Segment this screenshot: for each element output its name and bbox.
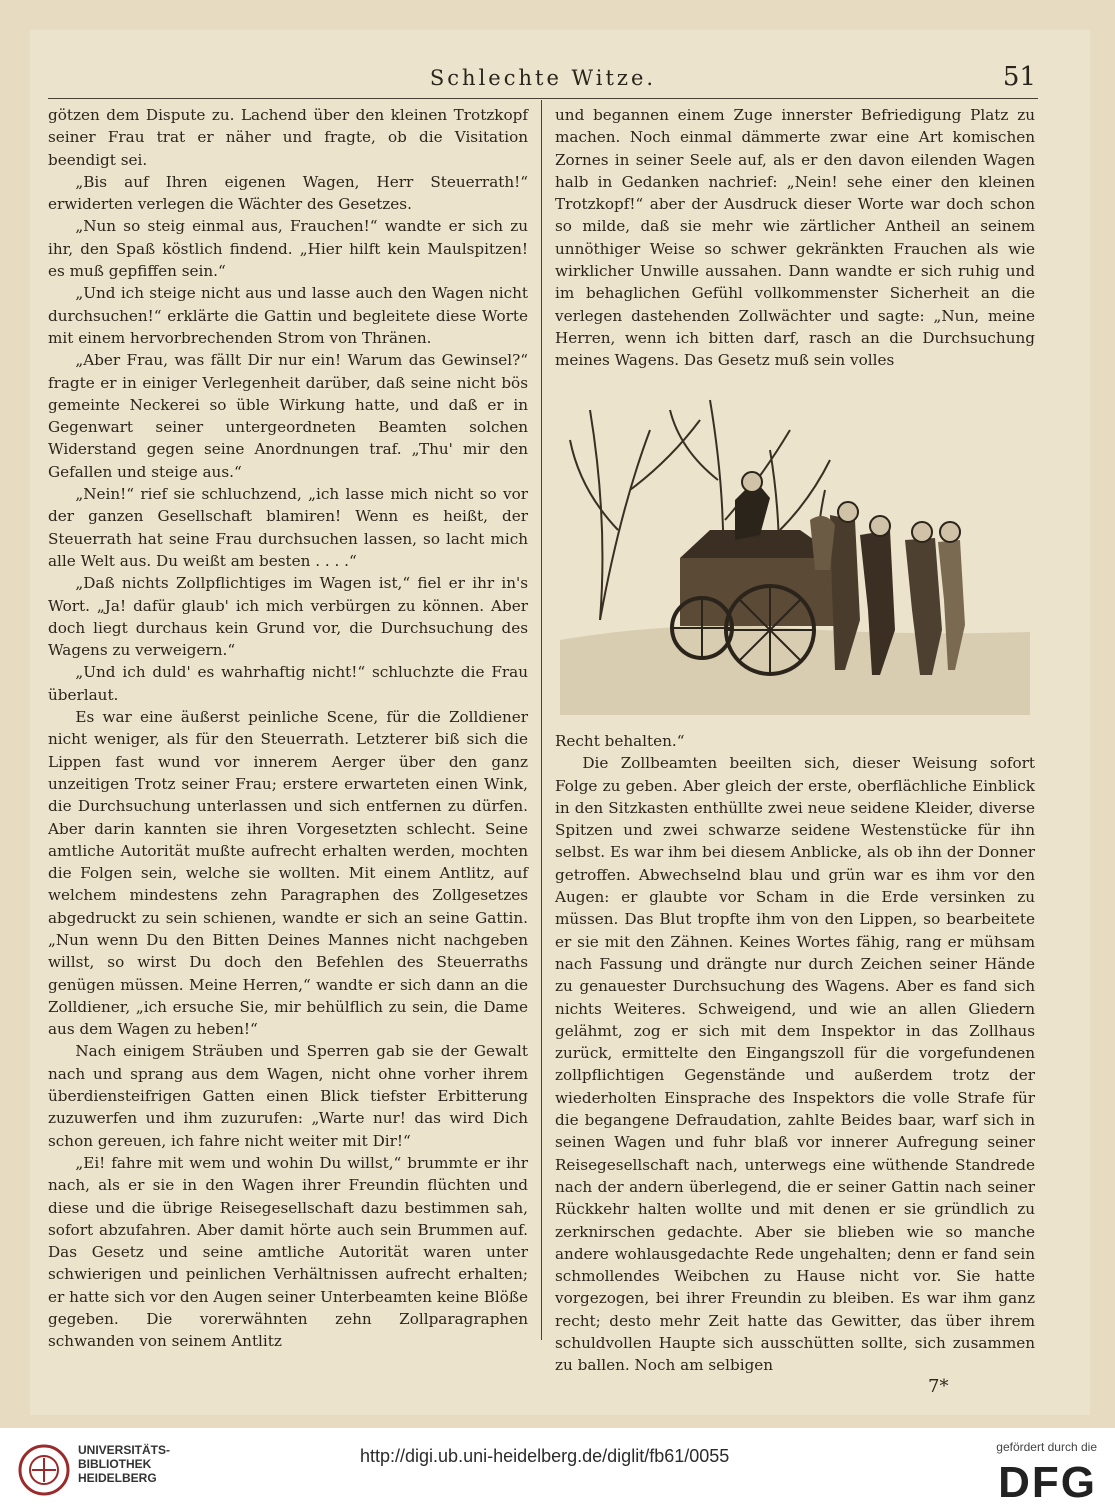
paragraph: „Daß nichts Zollpflichtiges im Wagen ist,“ fiel er ihr in's Wort. „Ja! dafür glaub' ich mich verbürgen zu können. Aber doch liegt durchaus kein Grund vor, die Durchsuchung des Wagens zu verweigern.“ (48, 574, 528, 660)
right-column-bottom (555, 730, 1035, 1377)
footer-bar (0, 1428, 1115, 1509)
paragraph: und begannen einem Zuge innerster Befriedigung Platz zu machen. Noch einmal dämmerte zwar eine Art komischen Zornes in seiner Seele auf, als er den davon eilenden Wagen halb in Gedanken nachrief: „Nein! sehe einer den kleinen Trotzkopf!“ aber der Ausdruck dieser Worte war doch schon so milde, daß sie mehr wie zärtlicher Antheil an seinem unnöthiger Weise so schwer gekränkten Frauchen als wie wirklicher Unwille aussahen. Dann wandte er sich ruhig und im behaglichen Gefühl vollkommenster Sicherheit an die verlegen dastehenden Zollwächter und sagte: „Nun, meine Herren, wenn ich bitten darf, rasch an die Durchsuchung meines Wagens. Das Gesetz muß sein volles (555, 106, 1035, 370)
paragraph: „Nun so steig einmal aus, Frauchen!“ wandte er sich zu ihr, den Spaß köstlich findend. „Hier hilft kein Maulspitzen! es muß gepfiffen sein.“ (48, 217, 528, 281)
running-title: Schlechte Witze. (429, 66, 657, 90)
paragraph: Recht behalten.“ (555, 732, 685, 750)
paragraph: „Und ich duld' es wahrhaftig nicht!“ schluchzte die Frau überlaut. (48, 663, 528, 704)
paragraph: götzen dem Dispute zu. Lachend über den kleinen Trotzkopf seiner Frau trat er näher und fragte, ob die Visitation beendigt sei. (48, 106, 528, 169)
paragraph: „Ei! fahre mit wem und wohin Du willst,“ brummte er ihr nach, als er sie in den Wagen ihrer Freundin flüchten und diese und die übrige Reisegesellschaft dazu bestimmen sah, sofort abzufahren. Aber damit hörte auch sein Brummen auf. Das Gesetz und seine amtliche Autorität waren unter schwierigen und peinlichen Verhältnissen aufrecht erhalten; er hatte sich vor den Augen seiner Unterbeamten keine Blöße gegeben. Die vorerwähnten zehn Zollparagraphen schwanden von seinem Antlitz (48, 1153, 528, 1351)
paragraph: „Aber Frau, was fällt Dir nur ein! Warum das Gewinsel?“ fragte er in einiger Verlegenheit darüber, daß seine nicht bös gemeinte Neckerei so üble Wirkung hatte, und daß er in Gegenwart seiner untergeordneten Beamten solchen Widerstand gegen seine Anordnungen traf. „Thu' mir den Gefallen und steige aus.“ (48, 351, 528, 481)
institution-name: UNIVERSITÄTS- BIBLIOTHEK HEIDELBERG (78, 1443, 171, 1485)
carriage-illustration (560, 370, 1030, 715)
paragraph: „Und ich steige nicht aus und lasse auch den Wagen nicht durchsuchen!“ erklärte die Gattin und begleitete diese Worte mit einem hervorbrechenden Strom von Thränen. (48, 284, 528, 347)
paragraph: „Bis auf Ihren eigenen Wagen, Herr Steuerrath!“ erwiderten verlegen die Wächter des Gesetzes. (48, 172, 528, 214)
column-divider (541, 100, 542, 1340)
paragraph: Es war eine äußerst peinliche Scene, für die Zolldiener nicht weniger, als für den Steuerrath. Letzterer biß sich die Lippen fast wund vor innerem Aerger über den ganz unzeitigen Trotz seiner Frau; erstere erwarteten einen Wink, die Durchsuchung unterlassen und sich entfernen zu dürfen. Aber darin kannten sie ihren Vorgesetzten schlecht. Seine amtliche Autorität mußte aufrecht erhalten werden, mochten die Folgen sein, welche sie wollten. Mit einem Antlitz, auf welchem mindestens zehn Paragraphen des Zollgesetzes abgedruckt zu sein schienen, wandte er sich an seine Gattin. „Nun wenn Du den Bitten Deines Mannes nicht nachgeben willst, so wirst Du doch den Befehlen des Steuerraths genügen müssen. Meine Herren,“ wandte er sich dann an die Zolldiener, „ich ersuche Sie, mir behülflich zu sein, die Dame aus dem Wagen zu heben!“ (48, 708, 528, 1039)
page-header (48, 64, 1038, 99)
dfg-logo: DFG (998, 1458, 1097, 1507)
funded-by-label: gefördert durch die (996, 1440, 1097, 1454)
left-column (48, 104, 528, 1353)
right-column-top (555, 104, 1035, 372)
university-seal-icon (18, 1444, 70, 1496)
source-url-link[interactable]: http://digi.ub.uni-heidelberg.de/diglit/fb61/0055 (360, 1446, 730, 1466)
signature-mark: 7* (928, 1376, 949, 1397)
paragraph: Die Zollbeamten beeilten sich, dieser Weisung sofort Folge zu geben. Aber gleich der erste, oberflächliche Einblick in den Sitzkasten enthüllte zwei neue seidene Kleider, diverse Spitzen und zwei schwarze seidene Westenstücke für ihn selbst. Es war ihm bei diesem Anblicke, als ob ihn der Donner getroffen. Abwechselnd blau und grün war es ihm vor den Augen: er glaubte vor Scham in die Erde versinken zu müssen. Das Blut tropfte ihm von den Lippen, so bearbeitete er sie mit den Zähnen. Keines Wortes fähig, rang er mühsam nach Fassung und drängte nur durch Zeichen seiner Hände zu genauester Durchsuchung des Wagens. Aber es fand sich nichts Weiteres. Schweigend, und wie an allen Gliedern gelähmt, zog er sich mit dem Inspektor in das Zollhaus zurück, ermittelte den Eingangszoll für die vorgefundenen zollpflichtigen Gegenstände und außerdem trotz der wiederholten Einsprache des Inspektors die volle Strafe für die begangene Defraudation, zahlte Beides baar, warf sich in seinen Wagen und fuhr blaß vor innerer Aufregung seiner Reisegesellschaft nach, unterwegs eine wüthende Standrede nach der andern überlegend, die er seiner Gattin nach seiner Rückkehr halten wollte und mit denen er sie gründlich zu zerknirschen gedachte. Aber sie blieben wie so manche andere wohlausgedachte Rede ungehalten; denn er fand sein schmollendes Weibchen zu Hause nicht vor. Sie hatte vorgezogen, bei ihrer Freundin zu bleiben. Es war ihm ganz recht; desto mehr Zeit hatte das Gewitter, das über ihrem schuldvollen Haupte sich ausschütten sollte, sich zusammen zu ballen. Noch am selbigen (555, 754, 1035, 1375)
page-number: 51 (1002, 62, 1036, 92)
paragraph: „Nein!“ rief sie schluchzend, „ich lasse mich nicht so vor der ganzen Gesellschaft blamiren! Wenn es heißt, der Steuerrath hat seine Frau durchsuchen lassen, so lacht mich alle Welt aus. Du weißt am besten . . . .“ (48, 485, 528, 570)
paragraph: Nach einigem Sträuben und Sperren gab sie der Gewalt nach und sprang aus dem Wagen, nicht ohne vorher ihrem überdiensteifrigen Gatten einen Blick tiefster Erbitterung zuzuwerfen und ihm zuzurufen: „Warte nur! das wird Dich schon gereuen, ich fahre nicht weiter mit Dir!“ (48, 1042, 528, 1150)
